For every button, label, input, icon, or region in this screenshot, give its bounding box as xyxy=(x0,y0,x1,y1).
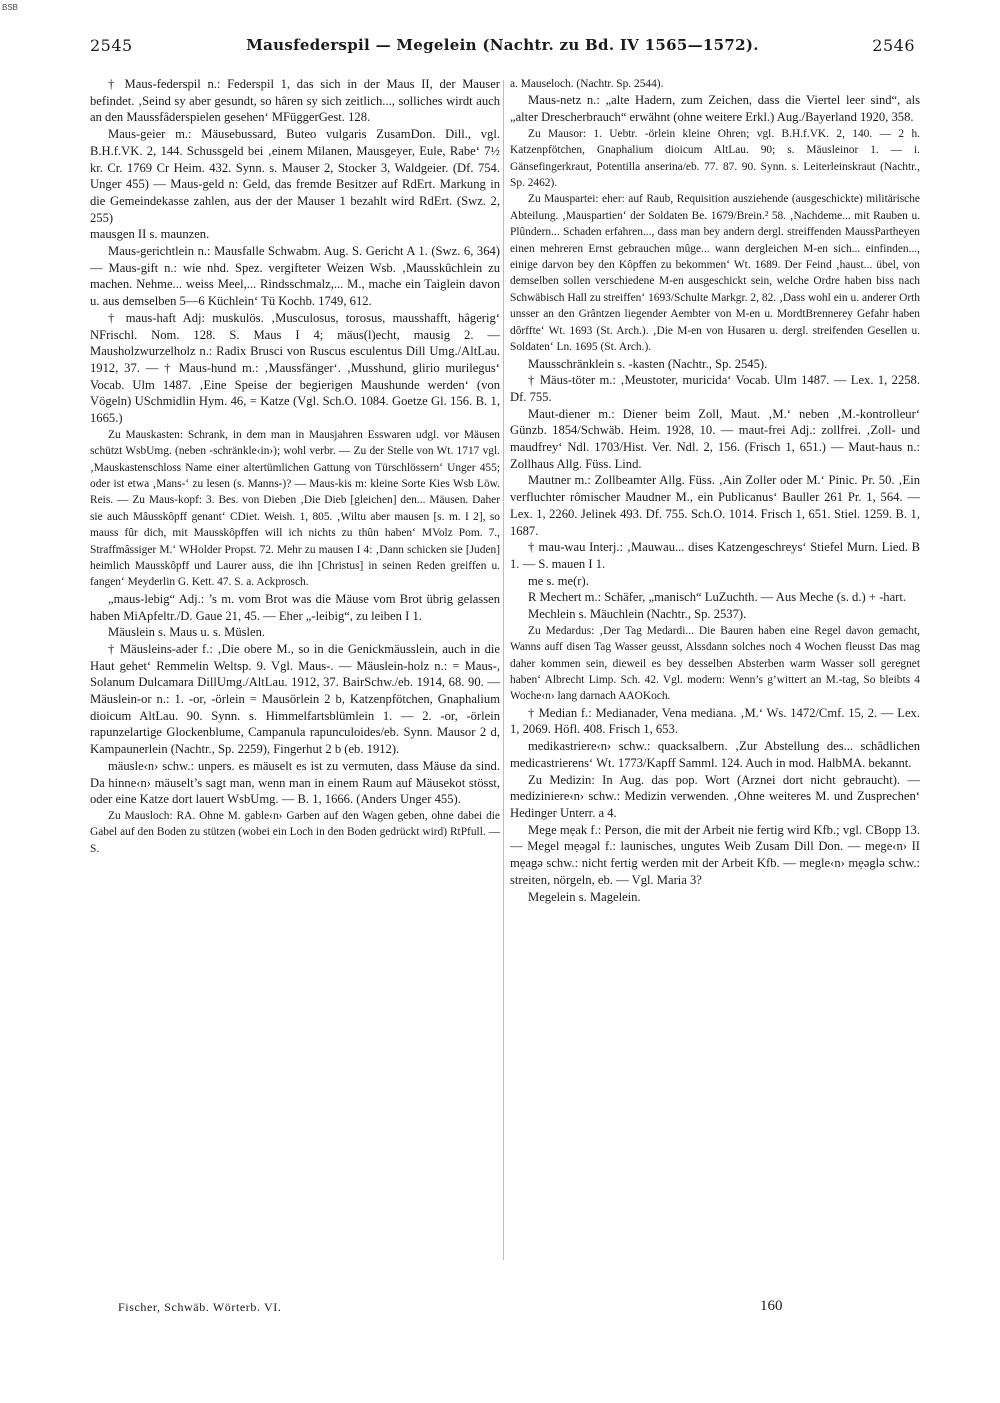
dictionary-entry: Maus-geier m.: Mäusebussard, Buteo vulgaris ZusamDon. Dill., vgl. B.H.f.VK. 2, 144. Schussgeld bei ‚einem Milanen, Mausgeyer, Eule, Rabe‘ 7½ kr. Cr. 1769 Cr Heim. 432. Synn. s. Mauser 2, Stocker 3, Waldgeier. (Df. 754. Unger 455) — Maus-geld n: Geld, das fremde Besitzer auf RdErt. Markung in die Gemeindekasse zahlen, aus der der Mauser 1 bezahlt wird RdErt. (Swz. 2, 255) xyxy=(90,127,500,225)
dictionary-entry: Zu Medardus: ‚Der Tag Medardi... Die Bauren haben eine Regel davon gemacht, Wanns auff disen Tag Wasser geusst, Alssdann solches noch 4 Wochen fleusst Das mag daher kommen sein, dieweil es bey desselben Absterben warm Wasser soll geregnet haben‘ Albrecht Limp. Sch. 42. Vgl. modern: Wenn’s g’wittert an M.-tag, So bleibts 4 Woche‹n› lang darnach AAOKoch. xyxy=(510,624,920,703)
dictionary-entry: † Maus-federspil n.: Federspil 1, das sich in der Maus II, der Mauser befindet. ‚Seind sy aber gesundt, so hâren sy sich zeitlich..., solliches wirdt auch an den Maussfâderspielen gesehen‘ MFüggerGest. 128. xyxy=(90,77,500,125)
running-title: Mausfederspil — Megelein (Nachtr. zu Bd. IV 1565—1572). xyxy=(246,36,759,54)
dictionary-entry: Maut-diener m.: Diener beim Zoll, Maut. ‚M.‘ neben ‚M.-kontrolleur‘ Günzb. 1854/Schwäb. Heim. 1928, 10. — maut-frei Adj.: zollfrei. ‚Zoll- und maudfrey‘ Ndl. 1703/Hist. Ver. Ndl. 2, 156. (Frisch 1, 651.) — Maut-haus n.: Zollhaus Allg. Füss. Lind. xyxy=(510,406,920,471)
dictionary-entry: Mausschränklein s. -kasten (Nachtr., Sp. 2545). xyxy=(528,356,768,371)
dictionary-entry: Megelein s. Magelein. xyxy=(528,889,641,904)
dictionary-entry: Zu Mausloch: RA. Ohne M. gable‹n› Garben auf den Wagen geben, ohne dabei die Gabel auf den Boden zu stützen (wobei ein Loch in den Boden gedrückt wird) RtPfull. — S. xyxy=(90,809,500,855)
dictionary-entry: Maus-netz n.: „alte Hadern, zum Zeichen, dass die Viertel leer sind“, als „alter Drescherbrauch“ erwähnt (ohne weitere Erkl.) Aug./Bayerland 1920, 358. xyxy=(510,93,920,125)
column-divider xyxy=(503,80,504,1260)
page-header xyxy=(90,36,915,58)
dictionary-entry: Mautner m.: Zollbeamter Allg. Füss. ‚Ain Zoller oder M.‘ Pinic. Pr. 50. ‚Ein verfluchter rômischer Maudner M., ein Publicanus‘ Bauller 261 Pr. 1, 564. — Lex. 1, 2260. Jelinek 493. Df. 755. Sch.O. 1014. Frisch 1, 651. Stiel. 1259. B. 1, 1687. xyxy=(510,473,920,538)
dictionary-entry: Mege mẹak f.: Person, die mit der Arbeit nie fertig wird Kfb.; vgl. CBopp 13. — Megel mẹəgəl f.: launisches, ungutes Weib Zusam Dill Don. — mege‹n› II mẹagə schw.: nicht fertig werden mit der Arbeit Kfb. — megle‹n› mẹəglə schw.: streiten, nörgeln, eb. — Vgl. Maria 3? xyxy=(510,822,920,887)
left-page-number: 2545 xyxy=(90,36,133,55)
dictionary-entry: a. Mauseloch. (Nachtr. Sp. 2544). xyxy=(510,78,664,90)
dictionary-entry: medikastriere‹n› schw.: quacksalbern. ‚Zur Abstellung des... schâdlichen medicastrierens‘ Wt. 1773/Kapff Samml. 124. Auch in mod. HalbMA. bekannt. xyxy=(510,739,920,770)
right-column xyxy=(510,76,920,1271)
dictionary-entry: † maus-haft Adj: muskulös. ‚Musculosus, torosus, mausshafft, hâgerig‘ NFrischl. Nom. 128. S. Maus I 4; mäus(l)echt, mausig 2. — Mausholzwurzelholz n.: Radix Brusci von Ruscus esculentus Dill Umg./AltLau. 1912, 37. — † Maus-hund m.: ‚Maussfänger‘. ‚Musshund, glirio murilegus‘ Vocab. Ulm 1487. ‚Eine Speise der begierigen Maushunde werden‘ (von Vögeln) USchmidlin Hym. 46, = Katze (Vgl. Sch.O. 1084. Goetze Gl. 156. B. 1, 1665.) xyxy=(90,310,500,426)
dictionary-entry: me s. me(r). xyxy=(528,573,589,588)
dictionary-entry: † Median f.: Medianader, Vena mediana. ‚M.‘ Ws. 1472/Cmf. 15, 2. — Lex. 1, 2069. Höfl. 408. Frisch 1, 653. xyxy=(510,705,920,737)
dictionary-entry: „maus-lebig“ Adj.: ’s m. vom Brot was die Mäuse vom Brot übrig gelassen haben MiApfeltr./D. Gaue 21, 45. — Eher „-leibig“, zu leiben I 1. xyxy=(90,591,500,623)
dictionary-entry: Maus-gerichtlein n.: Mausfalle Schwabm. Aug. S. Gericht A 1. (Swz. 6, 364) — Maus-gift n.: wie nhd. Spez. vergifteter Weizen Wsb. ‚Mausskûchlein zu machen. Nehme... weiss Meel,... Rindsschmalz,... M., mache ein Taiglein davon u. aus demselben 5—6 Küchlein‘ Tü Kochb. 1749, 612. xyxy=(90,244,500,309)
left-column xyxy=(90,76,500,1291)
dictionary-entry: † Mäus-töter m.: ‚Meustoter, muricida‘ Vocab. Ulm 1487. — Lex. 1, 2258. Df. 755. xyxy=(510,373,920,404)
dictionary-entry: Mäuslein s. Maus u. s. Müslen. xyxy=(108,625,266,640)
dictionary-entry: Zu Medizin: In Aug. das pop. Wort (Arznei dort nicht gebraucht). — mediziniere‹n› schw.: Medizin verwenden. ‚Ohne weiteres M. und Zusprechen‘ Hedinger Unterr. a 4. xyxy=(510,772,920,820)
dictionary-entry: Mechlein s. Mäuchlein (Nachtr., Sp. 2537). xyxy=(528,607,747,622)
dictionary-entry: Zu Mauspartei: eher: auf Raub, Requisition ausziehende (ausgeschickte) militärische Abteilung. ‚Mauspartien‘ der Soldaten Be. 1679/Brein.² 58. ‚Nachdeme... mit Rauben u. Plûndern... Schaden erfahren..., dass man bey andern dergl. streiffenden MaussPartheyen einen mehreren Ernst gebrauchen mûge... wann dergleichen M-en sich... einfinden..., einige darvon bey den Kôpffen zu bekommen‘ Wt. 1689. Der Feind ‚haust... übel, von demselben sollen verschiedene M-en ausgeschickt sein, welche Ordre haben biss nach Schwäbisch Hall zu streiffen‘ 1693/Schulte Markgr. 2, 82. ‚Dass wohl ein u. anderer Orth unsser an den Grântzen liegender Aembter von M-en u. MordtBrennerey Gefahr haben dôrffte‘ Wt. 1693 (St. Arch.). ‚Die M-en von Husaren u. dergl. streifenden Gesellen u. Soldaten‘ Ln. 1695 (St. Arch.). xyxy=(510,193,920,354)
sheet-number: 160 xyxy=(760,1298,783,1314)
dictionary-entry: Zu Mausor: 1. Uebtr. -örlein kleine Ohren; vgl. B.H.f.VK. 2, 140. — 2 h. Katzenpfötchen, Gnaphalium dioicum AltLau. 90; s. Mäusleinor 1. — i. Gänsefingerkraut, Potentilla anserina/eb. 77. 87. 90. Synn. s. Leiterleinskraut (Nachtr., Sp. 2462). xyxy=(510,127,920,190)
library-stamp: BSB xyxy=(2,3,19,12)
dictionary-entry: † mau-wau Interj.: ‚Mauwau... dises Katzengeschreys‘ Stiefel Murn. Lied. B 1. — S. mauen I 1. xyxy=(510,540,920,571)
right-page-number: 2546 xyxy=(872,36,915,55)
dictionary-entry: mäusle‹n› schw.: unpers. es mäuselt es ist zu vermuten, dass Mäuse da sind. Da hinne‹n› mäuselt’s sagt man, wenn man in einem Raum auf Mäusekot stösst, oder eine Katze dort lauert WsbUmg. — B. 1, 1666. (Anders Unger 455). xyxy=(90,758,500,807)
dictionary-entry: Zu Mauskasten: Schrank, in dem man in Mausjahren Esswaren udgl. vor Mäusen schützt WsbUmg. (neben -schränkle‹in›); wohl verbr. — Zu der Stelle von Wt. 1717 vgl. ‚Mauskastenschloss Name einer altertümlichen Gattung von Türschlössern‘ Unger 455; oder ist etwa ‚Mans-‘ zu lesen (s. Manns-)? — Maus-kis m: kleine Sorte Kies Wsb Löw. Reis. — Zu Maus-kopf: 3. Bes. von Dieben ‚Die Dieb [gleichen] den... Mäusen. Daher sie auch Mâusskôpff genant‘ CDiet. Weish. 1, 805. ‚Wiltu aber mausen [s. m. I 2], so mauss fûr dich, mit Mausskôpffen will ich nichts zu thûn haben‘ MVolz Pom. 7., Straffmâssiger M.‘ WHolder Propst. 72. Mehr zu mausen I 4: ‚Dann schicken sie [Juden] heimlich Mausskôpff und Laurer auss, die ihn [Christus] in seinen Reden greiffen u. fangen‘ Meyderlin G. Kett. 47. S. a. Ackprosch. xyxy=(90,428,500,589)
dictionary-entry: mausgen II s. maunzen. xyxy=(90,227,210,242)
dictionary-entry: R Mechert m.: Schäfer, „manisch“ LuZuchth. — Aus Meche (s. d.) + -hart. xyxy=(528,590,907,605)
footer-publication: Fischer, Schwäb. Wörterb. VI. xyxy=(118,1300,282,1314)
dictionary-entry: † Mäusleins-ader f.: ‚Die obere M., so in die Genickmäusslein, auch in die Haut gehet‘ Remmelin Weltsp. 9. Vgl. Maus-. — Mäuslein-holz n.: = Maus-, Solanum Dulcamara DillUmg./AltLau. 1912, 37. BairSchw./eb. 1914, 68. 90. — Mäuslein-or n.: 1. -or, -örlein = Mausörlein 2 b, Katzenpfötchen, Gnaphalium dioicum AltLau. 90. Synn. s. Himmelfartsblümlein 1. — 2. -or, -örlein rapunzelartige Glockenblume, Campanula rapunculoides/eb. Synn. Mausor 2 d, Kampaunerlein (Nachtr., Sp. 2259), Fingerhut 2 b (eb. 1912). xyxy=(90,641,500,757)
